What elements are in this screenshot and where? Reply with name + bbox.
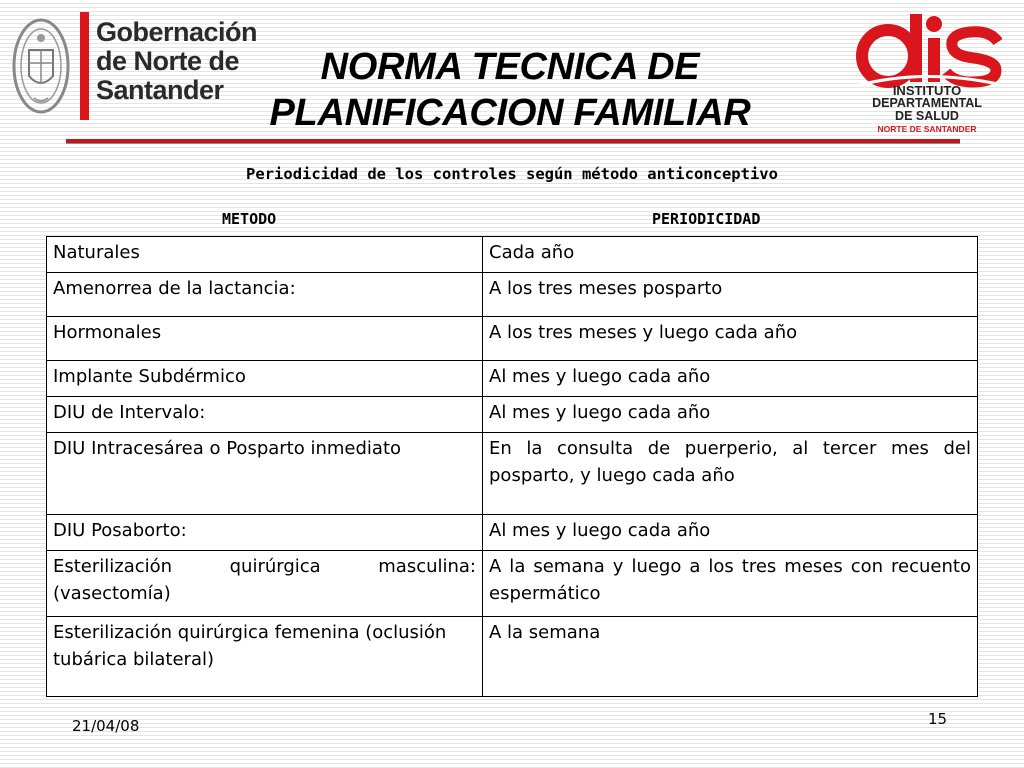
title-line: PLANIFICACION FAMILIAR bbox=[269, 92, 751, 134]
periodicidad-cell: En la consulta de puerperio, al tercer mes del posparto, y luego cada año bbox=[483, 433, 978, 515]
periodicidad-cell: Al mes y luego cada año bbox=[483, 361, 978, 397]
coat-of-arms-icon bbox=[12, 10, 70, 118]
title-divider-shadow bbox=[66, 143, 960, 144]
periodicidad-cell: A la semana bbox=[483, 617, 978, 697]
ids-logo-line: INSTITUTO bbox=[892, 83, 962, 98]
table-row bbox=[47, 397, 978, 433]
ids-logo-icon bbox=[852, 8, 1002, 88]
metodo-cell: Esterilización quirúrgica femenina (oclusión tubárica bilateral) bbox=[47, 617, 483, 697]
table-row bbox=[47, 237, 978, 273]
table-row bbox=[47, 273, 978, 317]
ids-logo-line: DEPARTAMENTAL bbox=[872, 96, 982, 110]
ids-logo-line: DE SALUD bbox=[895, 109, 959, 123]
metodo-cell: Implante Subdérmico bbox=[47, 361, 483, 397]
periodicidad-cell: A los tres meses posparto bbox=[483, 273, 978, 317]
column-header-metodo: METODO bbox=[222, 210, 277, 228]
periodicidad-cell: A los tres meses y luego cada año bbox=[483, 317, 978, 361]
periodicidad-cell: A la semana y luego a los tres meses con recuento espermático bbox=[483, 551, 978, 617]
page-title bbox=[230, 44, 790, 136]
periodicidad-cell: Al mes y luego cada año bbox=[483, 397, 978, 433]
slide-number: 15 bbox=[928, 710, 948, 728]
metodo-cell: Naturales bbox=[47, 237, 483, 273]
gov-logo-line: de Norte de bbox=[96, 46, 240, 76]
table-row bbox=[47, 515, 978, 551]
metodo-cell: Hormonales bbox=[47, 317, 483, 361]
metodo-cell: Amenorrea de la lactancia: bbox=[47, 273, 483, 317]
column-header-periodicidad: PERIODICIDAD bbox=[652, 210, 761, 228]
table-row bbox=[47, 433, 978, 515]
table-row bbox=[47, 361, 978, 397]
table-caption: Periodicidad de los controles según método anticonceptivo bbox=[246, 165, 778, 183]
metodo-cell: Esterilización quirúrgica masculina: (vasectomía) bbox=[47, 551, 483, 617]
ids-logo-line: NORTE DE SANTANDER bbox=[877, 124, 977, 134]
metodo-cell: DIU de Intervalo: bbox=[47, 397, 483, 433]
periodicidad-cell: Al mes y luego cada año bbox=[483, 515, 978, 551]
slide-date: 21/04/08 bbox=[72, 717, 140, 735]
table-row bbox=[47, 317, 978, 361]
title-line: NORMA TECNICA DE bbox=[320, 46, 700, 88]
metodo-cell: DIU Intracesárea o Posparto inmediato bbox=[47, 433, 483, 515]
periodicity-table bbox=[46, 236, 978, 697]
gov-logo-bar bbox=[80, 12, 89, 120]
metodo-cell: DIU Posaborto: bbox=[47, 515, 483, 551]
gov-logo-line: Gobernación bbox=[96, 17, 258, 47]
table-row bbox=[47, 551, 978, 617]
periodicidad-cell: Cada año bbox=[483, 237, 978, 273]
table-row bbox=[47, 617, 978, 697]
gov-logo-line: Santander bbox=[96, 75, 224, 105]
ids-logo-text bbox=[846, 84, 1008, 135]
